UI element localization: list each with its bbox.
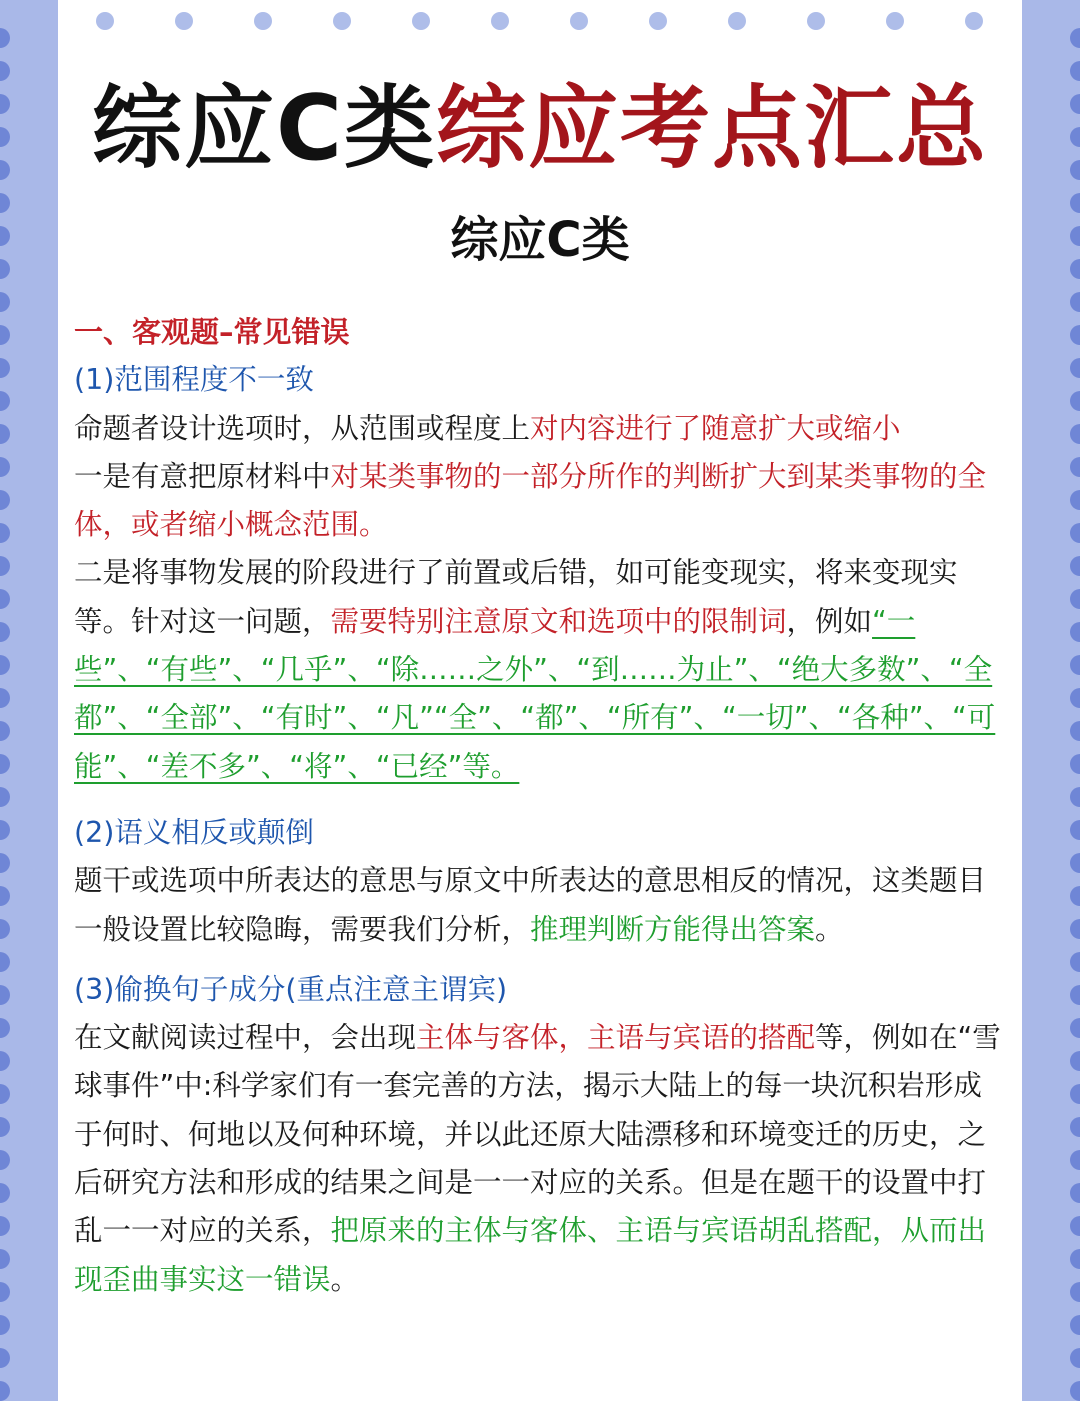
spiral-knob bbox=[0, 358, 10, 378]
binder-hole bbox=[491, 12, 509, 30]
spiral-knob bbox=[1070, 94, 1080, 114]
spiral-knob bbox=[1070, 589, 1080, 609]
spiral-knob bbox=[1070, 490, 1080, 510]
highlight-red: 需要特别注意原文和选项中的限制词 bbox=[330, 604, 787, 638]
spiral-knob bbox=[0, 589, 10, 609]
spiral-knob bbox=[0, 853, 10, 873]
highlight-red: 对内容进行了随意扩大或缩小 bbox=[530, 411, 901, 445]
spiral-knob bbox=[0, 259, 10, 279]
document-body bbox=[74, 308, 1004, 1304]
spiral-knob bbox=[1070, 259, 1080, 279]
spiral-knob bbox=[1070, 28, 1080, 48]
spiral-knob bbox=[0, 292, 10, 312]
spiral-knob bbox=[0, 160, 10, 180]
spiral-knob bbox=[1070, 754, 1080, 774]
spiral-knob bbox=[1070, 820, 1080, 840]
spiral-knob bbox=[1070, 556, 1080, 576]
spiral-knob bbox=[1070, 1117, 1080, 1137]
binder-holes bbox=[58, 12, 1022, 32]
binder-hole bbox=[807, 12, 825, 30]
spiral-knob bbox=[0, 490, 10, 510]
spiral-knob bbox=[0, 28, 10, 48]
spiral-knob bbox=[1070, 358, 1080, 378]
right-binding-edge bbox=[1066, 0, 1080, 1401]
spiral-knob bbox=[1070, 160, 1080, 180]
item1-paragraph-3 bbox=[74, 549, 1004, 790]
item1-heading: (1)范围程度不一致 bbox=[74, 363, 314, 397]
binder-hole bbox=[412, 12, 430, 30]
binder-hole bbox=[175, 12, 193, 30]
text-run: 一是有意把原材料中 bbox=[74, 459, 331, 493]
item2-heading: (2)语义相反或颠倒 bbox=[74, 815, 314, 849]
spiral-knob bbox=[0, 688, 10, 708]
spiral-knob bbox=[1070, 787, 1080, 807]
spiral-knob bbox=[1070, 853, 1080, 873]
spiral-knob bbox=[1070, 457, 1080, 477]
spiral-knob bbox=[0, 1084, 10, 1104]
spiral-knob bbox=[1070, 886, 1080, 906]
binder-hole bbox=[254, 12, 272, 30]
spiral-knob bbox=[1070, 1150, 1080, 1170]
highlight-green: 推理判断方能得出答案 bbox=[530, 912, 816, 946]
spiral-knob bbox=[0, 226, 10, 246]
page-subtitle: 综应C类 bbox=[450, 212, 630, 268]
spiral-knob bbox=[1070, 952, 1080, 972]
spiral-knob bbox=[1070, 325, 1080, 345]
text-run: 。 bbox=[330, 1262, 360, 1296]
spiral-knob bbox=[1070, 1183, 1080, 1203]
spiral-knob bbox=[1070, 193, 1080, 213]
spiral-knob bbox=[1070, 127, 1080, 147]
highlight-green-underlined: “一些”、“有些”、“几乎”、“除……之外”、“到……为止”、“绝大多数”、“全都”、“全部”、“有时”、“凡”“全”、“都”、“所有”、“一切”、“各种”、“可能”、“差不多”、“将”、“已经”等。 bbox=[74, 604, 996, 783]
spiral-knob bbox=[0, 820, 10, 840]
binder-hole bbox=[649, 12, 667, 30]
spiral-knob bbox=[1070, 1084, 1080, 1104]
text-run: 二是将事物发展的阶段进行了前置或后错，如可能变现实，将来变现实等。针对这一问题， bbox=[74, 556, 958, 638]
highlight-red: 主体与客体，主语与宾语的搭配 bbox=[416, 1021, 816, 1055]
spiral-knob bbox=[0, 193, 10, 213]
spiral-knob bbox=[0, 1216, 10, 1236]
spiral-knob bbox=[0, 1282, 10, 1302]
spiral-knob bbox=[0, 655, 10, 675]
item2-paragraph bbox=[74, 857, 1004, 954]
spiral-knob bbox=[0, 919, 10, 939]
spiral-knob bbox=[0, 1183, 10, 1203]
page-title-black: 综应C类 bbox=[91, 76, 437, 181]
spiral-knob bbox=[1070, 1381, 1080, 1401]
text-run: 命题者设计选项时，从范围或程度上 bbox=[74, 411, 531, 445]
section-heading: 一、客观题–常见错误 bbox=[74, 315, 350, 349]
spiral-knob bbox=[0, 424, 10, 444]
spiral-knob bbox=[0, 622, 10, 642]
text-run: ，例如 bbox=[786, 604, 873, 638]
highlight-red: 对某类事物的一部分所作的判断扩大到某类事物的全体，或者缩小概念范围。 bbox=[74, 459, 987, 542]
spiral-knob bbox=[0, 523, 10, 543]
binder-hole bbox=[965, 12, 983, 30]
item3-heading: (3)偷换句子成分(重点注意主谓宾) bbox=[74, 972, 508, 1006]
spiral-knob bbox=[1070, 523, 1080, 543]
spiral-knob bbox=[0, 1381, 10, 1401]
spiral-knob bbox=[0, 391, 10, 411]
spiral-knob bbox=[0, 1117, 10, 1137]
spiral-knob bbox=[0, 721, 10, 741]
left-binding-edge bbox=[0, 0, 14, 1401]
spiral-knob bbox=[1070, 1282, 1080, 1302]
spiral-knob bbox=[1070, 1249, 1080, 1269]
highlight-green: 把原来的主体与客体、主语与宾语胡乱搭配，从而出现歪曲事实这一错误 bbox=[74, 1214, 987, 1296]
binder-hole bbox=[333, 12, 351, 30]
spiral-knob bbox=[1070, 622, 1080, 642]
spiral-knob bbox=[0, 61, 10, 81]
item1-paragraph-2 bbox=[74, 453, 1004, 550]
text-run: 题干或选项中所表达的意思与原文中所表达的意思相反的情况，这类题目一般设置比较隐晦，需要我们分析， bbox=[74, 864, 987, 946]
spiral-knob bbox=[0, 556, 10, 576]
spiral-knob bbox=[0, 787, 10, 807]
spiral-knob bbox=[1070, 688, 1080, 708]
spiral-knob bbox=[1070, 424, 1080, 444]
spiral-knob bbox=[1070, 226, 1080, 246]
spiral-knob bbox=[0, 1150, 10, 1170]
spiral-knob bbox=[0, 1051, 10, 1071]
item1-paragraph-1 bbox=[74, 405, 1004, 453]
spiral-knob bbox=[0, 127, 10, 147]
text-run: 等，例如在“雪球事件”中:科学家们有一套完善的方法，揭示大陆上的每一块沉积岩形成于何时、何地以及何种环境，并以此还原大陆漂移和环境变迁的历史，之后研究方法和形成的结果之间是一一对应的关系。但是在题干的设置中打乱一一对应的关系， bbox=[74, 1021, 1001, 1248]
spiral-knob bbox=[0, 754, 10, 774]
page-title bbox=[58, 74, 1022, 184]
spiral-knob bbox=[0, 1348, 10, 1368]
page-title-red: 综应考点汇总 bbox=[436, 76, 989, 181]
spiral-knob bbox=[0, 94, 10, 114]
spiral-knob bbox=[1070, 1315, 1080, 1335]
spiral-knob bbox=[0, 985, 10, 1005]
binder-hole bbox=[96, 12, 114, 30]
spiral-knob bbox=[1070, 61, 1080, 81]
spiral-knob bbox=[0, 1249, 10, 1269]
spiral-knob bbox=[0, 886, 10, 906]
spiral-knob bbox=[1070, 1051, 1080, 1071]
spiral-knob bbox=[0, 457, 10, 477]
spiral-knob bbox=[1070, 391, 1080, 411]
spiral-knob bbox=[0, 1315, 10, 1335]
spiral-knob bbox=[0, 1018, 10, 1038]
spiral-knob bbox=[1070, 985, 1080, 1005]
text-run: 。 bbox=[815, 912, 844, 946]
spiral-knob bbox=[1070, 292, 1080, 312]
spiral-knob bbox=[0, 325, 10, 345]
binder-hole bbox=[886, 12, 904, 30]
spiral-knob bbox=[0, 952, 10, 972]
spiral-knob bbox=[1070, 1216, 1080, 1236]
text-run: 在文献阅读过程中，会出现 bbox=[74, 1021, 417, 1055]
spiral-knob bbox=[1070, 919, 1080, 939]
spiral-knob bbox=[1070, 1348, 1080, 1368]
notebook-page bbox=[58, 0, 1022, 1401]
spiral-knob bbox=[1070, 721, 1080, 741]
spiral-knob bbox=[1070, 655, 1080, 675]
spiral-knob bbox=[1070, 1018, 1080, 1038]
binder-hole bbox=[728, 12, 746, 30]
item3-paragraph bbox=[74, 1014, 1004, 1304]
binder-hole bbox=[570, 12, 588, 30]
